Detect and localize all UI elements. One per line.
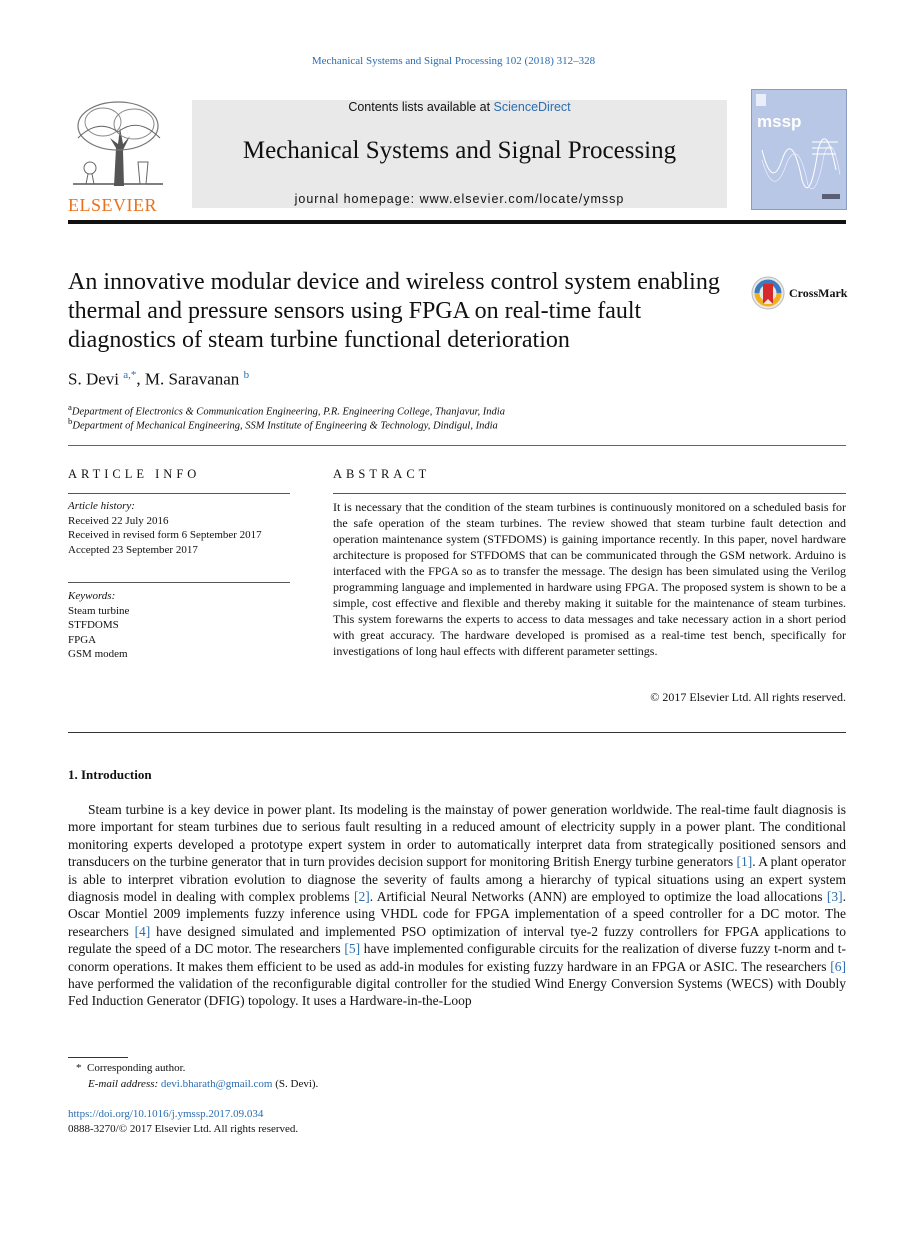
keyword-item: STFDOMS (68, 619, 119, 631)
affiliation-b-marker: b (68, 416, 73, 426)
citation-link[interactable]: [4] (134, 923, 151, 939)
intro-text: have implemented configurable circuits for the realization of diverse fuzzy t-norm and t-conorm operations. It makes them efficient to be used as add-in modules for existing fuzzy hardware in an FPGA or ASIC. The researchers (68, 941, 846, 974)
author-saravanan-affiliation[interactable]: b (243, 369, 250, 381)
introduction-paragraph (68, 801, 846, 1010)
email-label: E-mail address: (88, 1078, 161, 1090)
publisher-name: ELSEVIER (68, 195, 157, 215)
section-divider-top (68, 445, 846, 446)
intro-text: Steam turbine is a key device in power plant. Its modeling is the mainstay of power generation worldwide. The real-time fault diagnosis is more important for steam turbines due to serious fault resulting in a reduced amount of electricity supply in a power plant. The conditional monitoring experts developed a prototype expert system in order to automatically interpret data from strategically positioned sensors and transducers on the turbine generator that in turn provides decision support for monitoring British Energy turbine generators (68, 802, 846, 870)
abstract-text: It is necessary that the condition of the steam turbines is continuously monitored on a scheduled basis for the safe operation of the steam turbines. The review showed that steam turbine fault detection and operation maintenance system (STFDOMS) is gaining importance recently. In this paper, novel hardware architecture is proposed for STFDOMS that can be communicated through the GSM network. Arduino is interfaced with the FPGA so as to transfer the message. The design has been simulated using the Verilog programming language and implemented in hardware using FPGA. The proposed system is shown to be a simple, cost effective and flexible and thereby making it suitable for the maintenance of steam turbines. This system forewarns the experts to access to data messages and take necessary action in a short period with great accuracy. The hardware developed is promised as a real-time test bench, specifically for investigations of long haul effects with different parameter settings. (333, 500, 846, 658)
issn-copyright: 0888-3270/© 2017 Elsevier Ltd. All rights reserved. (68, 1123, 299, 1135)
article-info-heading: ARTICLE INFO (68, 467, 201, 481)
citation-link[interactable]: [2] (353, 889, 370, 905)
citation-link[interactable]: [6] (830, 958, 846, 974)
citation-link[interactable]: [1] (736, 854, 753, 870)
affiliation-b-text: Department of Mechanical Engineering, SSM Institute of Engineering & Technology, Dindigul, India (72, 420, 498, 432)
keywords (68, 589, 129, 662)
intro-text: . A plant operator is able to interpret vibration evolution to diagnose the severity of faults among a hierarchy of typical situations using an expert system diagnosis model in dealing with complex problems (68, 854, 847, 905)
received-date: Received 22 July 2016 (68, 514, 169, 527)
author-devi[interactable]: S. Devi (68, 369, 119, 389)
doi-link[interactable]: https://doi.org/10.1016/j.ymssp.2017.09.034 (68, 1108, 264, 1120)
sciencedirect-link[interactable]: ScienceDirect (493, 100, 571, 114)
keywords-rule (68, 582, 290, 583)
keyword-item: GSM modem (68, 648, 128, 660)
history-label: Article history: (68, 500, 135, 512)
journal-title: Mechanical Systems and Signal Processing (242, 137, 677, 164)
journal-reference[interactable]: Mechanical Systems and Signal Processing 102 (2018) 312–328 (311, 55, 596, 67)
journal-homepage (192, 192, 727, 206)
author-saravanan[interactable]: M. Saravanan (144, 369, 240, 389)
citation-link[interactable]: [5] (344, 941, 361, 957)
contents-prefix: Contents lists available at (348, 100, 494, 114)
keywords-label: Keywords: (68, 590, 116, 602)
homepage-prefix: journal homepage: (294, 192, 420, 206)
header-rule (68, 220, 846, 224)
article-history (68, 499, 262, 557)
keyword-item: Steam turbine (68, 604, 130, 617)
footnote-star: * (76, 1062, 82, 1074)
introduction-heading: 1. Introduction (68, 767, 152, 782)
journal-cover[interactable] (751, 89, 847, 210)
intro-text: . Oscar Montiel 2009 implements fuzzy inference using VHDL code for FPGA implementation of a speed controller for a DC motor. The researchers (68, 889, 846, 939)
crossmark-icon (751, 276, 785, 310)
accepted-date: Accepted 23 September 2017 (68, 543, 198, 556)
article-title: An innovative modular device and wireless control system enabling thermal and pressure sensors using FPGA on real-time fault diagnostics of steam turbine functional deterioration (68, 269, 720, 353)
affiliation-a-marker: a (68, 402, 72, 412)
revised-date: Received in revised form 6 September 2017 (68, 529, 262, 541)
footnote-rule (68, 1057, 128, 1058)
corresponding-text: Corresponding author. (87, 1062, 186, 1074)
affiliation-b (68, 416, 498, 432)
intro-text: have performed the validation of the reconfigurable digital controller for the studied Wind Energy Conversion Systems (WECS) with Doubly Fed Induction Generator (DFIG) topology. It uses a Hardware-in-the-Loop (68, 976, 846, 1009)
article-info-rule (68, 493, 290, 494)
crossmark-label: CrossMark (789, 286, 848, 300)
abstract-heading: ABSTRACT (333, 467, 431, 481)
contents-line (192, 100, 727, 114)
email-link[interactable]: devi.bharath@gmail.com (160, 1078, 273, 1090)
author-separator: , (136, 369, 145, 389)
author-devi-affiliation[interactable]: a,* (123, 369, 137, 381)
email-note (88, 1078, 318, 1090)
citation-link[interactable]: [3] (826, 889, 843, 905)
section-divider-bottom (68, 732, 846, 733)
abstract-copyright: © 2017 Elsevier Ltd. All rights reserved. (650, 690, 846, 704)
email-owner: (S. Devi). (272, 1078, 319, 1090)
elsevier-tree-icon (68, 98, 168, 188)
affiliation-a-text: Department of Electronics & Communication Engineering, P.R. Engineering College, Thanjavur, India (71, 406, 505, 418)
abstract-rule (333, 493, 846, 494)
cover-waveform-icon (752, 90, 846, 209)
keyword-item: FPGA (68, 633, 97, 646)
elsevier-logo[interactable] (68, 98, 168, 215)
cover-label: mssp (757, 112, 802, 131)
author-list (68, 369, 249, 390)
intro-text: have designed simulated and implemented PSO optimization of interval tye-2 fuzzy controllers for FPGA applications to regulate the speed of a DC motor. The researchers (68, 923, 846, 957)
intro-text: . Artificial Neural Networks (ANN) are employed to optimize the load allocations (369, 889, 827, 905)
crossmark-button[interactable] (751, 276, 851, 310)
homepage-link[interactable]: www.elsevier.com/locate/ymssp (419, 192, 625, 206)
corresponding-author-note (76, 1062, 185, 1074)
